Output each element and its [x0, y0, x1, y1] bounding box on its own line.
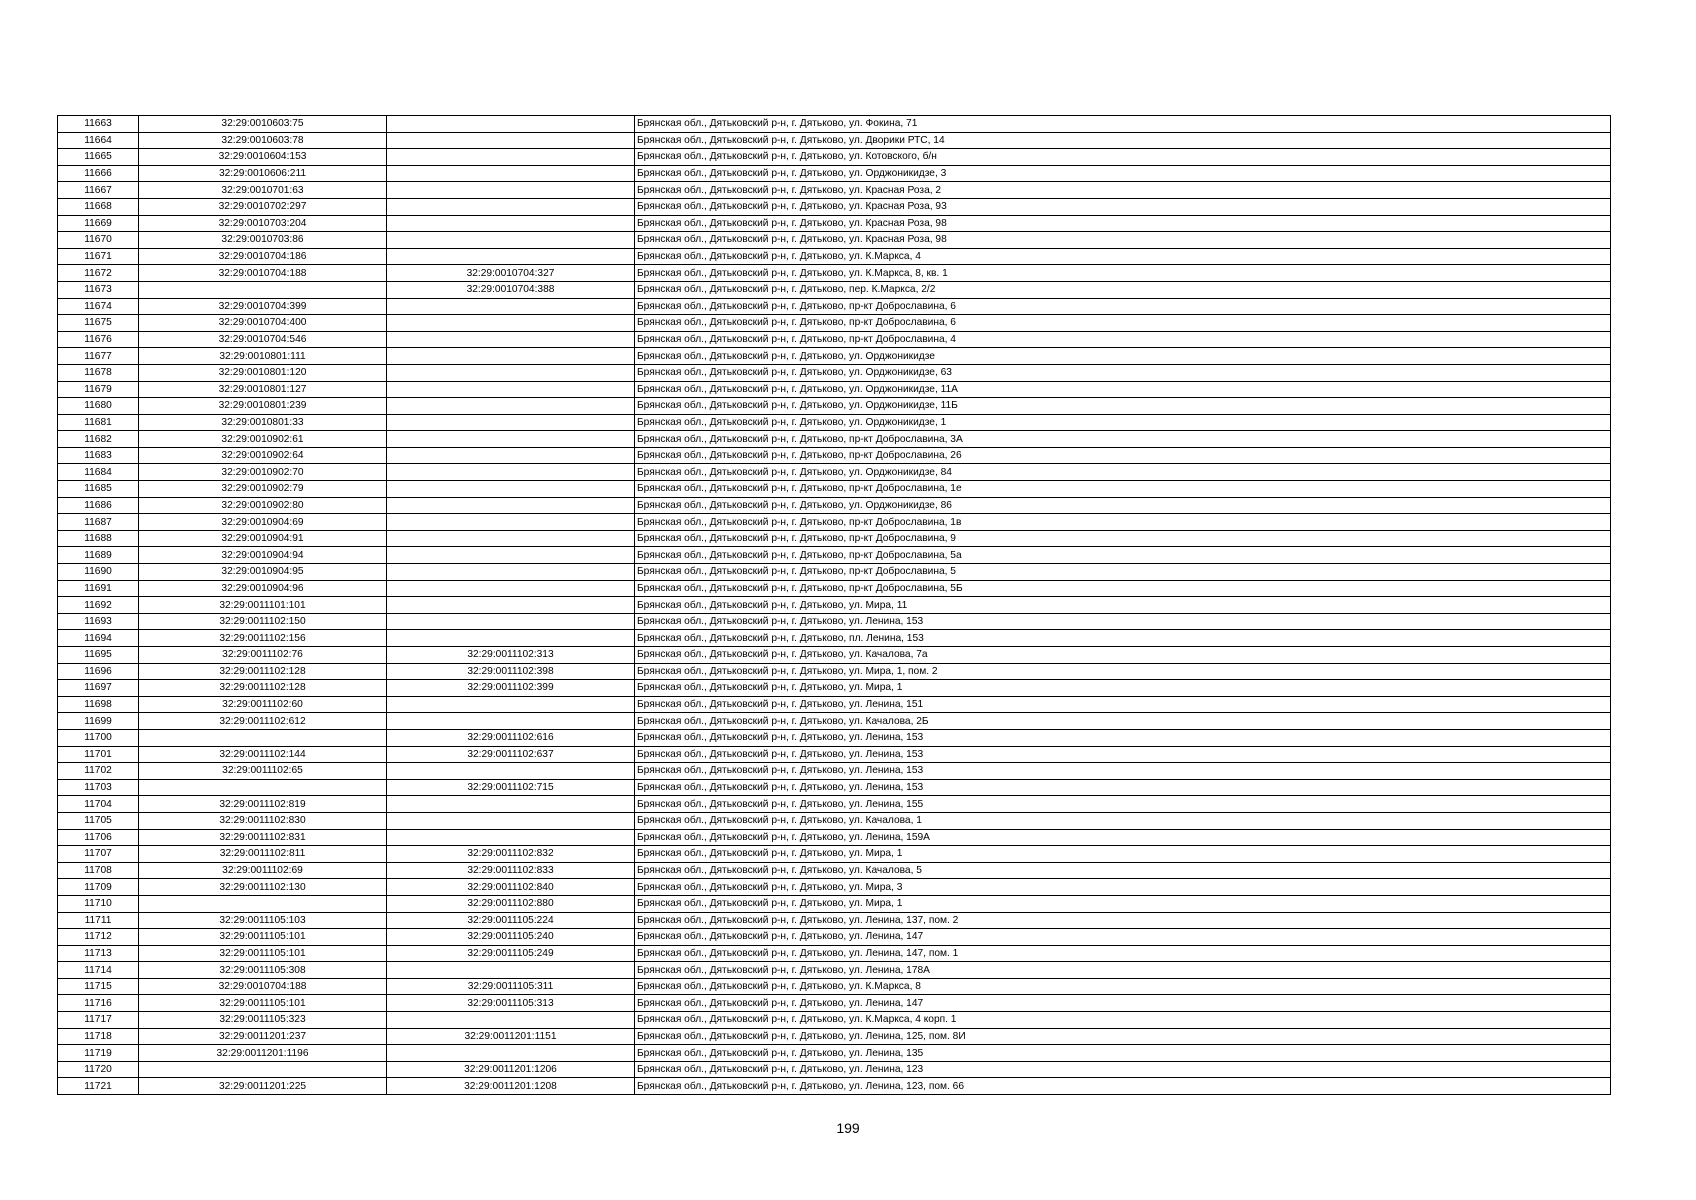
table-row: [58, 978, 1611, 995]
object-cadastral-number-cell: 32:29:0011102:715: [387, 779, 635, 796]
cadastral-number-cell: 32:29:0011102:150: [139, 613, 387, 630]
object-cadastral-number-cell: 32:29:0011102:840: [387, 879, 635, 896]
object-cadastral-number-cell: [387, 165, 635, 182]
cadastral-number-cell: 32:29:0011102:130: [139, 879, 387, 896]
address-cell: Брянская обл., Дятьковский р-н, г. Дятьково, ул. К.Маркса, 4 корп. 1: [635, 1012, 1611, 1029]
address-cell: Брянская обл., Дятьковский р-н, г. Дятьково, ул. Ленина, 125, пом. 8И: [635, 1028, 1611, 1045]
object-cadastral-number-cell: [387, 182, 635, 199]
address-cell: Брянская обл., Дятьковский р-н, г. Дятьково, ул. Качалова, 1: [635, 812, 1611, 829]
cadastral-number-cell: 32:29:0010604:153: [139, 149, 387, 166]
address-cell: Брянская обл., Дятьковский р-н, г. Дятьково, ул. Орджоникидзе: [635, 348, 1611, 365]
address-cell: Брянская обл., Дятьковский р-н, г. Дятьково, ул. Мира, 1: [635, 895, 1611, 912]
cadastral-number-cell: 32:29:0010701:63: [139, 182, 387, 199]
cadastral-number-cell: 32:29:0010801:33: [139, 414, 387, 431]
address-cell: Брянская обл., Дятьковский р-н, г. Дятьково, ул. Фокина, 71: [635, 116, 1611, 133]
table-row: [58, 647, 1611, 664]
table-row: [58, 763, 1611, 780]
object-cadastral-number-cell: 32:29:0011102:832: [387, 846, 635, 863]
table-row: [58, 265, 1611, 282]
object-cadastral-number-cell: 32:29:0011102:313: [387, 647, 635, 664]
cadastral-number-cell: 32:29:0010801:120: [139, 364, 387, 381]
row-number-cell: 11688: [58, 530, 139, 547]
row-number-cell: 11696: [58, 663, 139, 680]
object-cadastral-number-cell: [387, 497, 635, 514]
object-cadastral-number-cell: 32:29:0011105:240: [387, 929, 635, 946]
row-number-cell: 11718: [58, 1028, 139, 1045]
cadastral-number-cell: 32:29:0010801:239: [139, 398, 387, 415]
page-number: 199: [836, 1120, 860, 1136]
row-number-cell: 11713: [58, 945, 139, 962]
cadastral-number-cell: 32:29:0010904:96: [139, 580, 387, 597]
cadastral-number-cell: 32:29:0010904:69: [139, 514, 387, 531]
object-cadastral-number-cell: [387, 481, 635, 498]
table-row: [58, 580, 1611, 597]
object-cadastral-number-cell: [387, 215, 635, 232]
table-row: [58, 746, 1611, 763]
object-cadastral-number-cell: [387, 564, 635, 581]
object-cadastral-number-cell: 32:29:0010704:327: [387, 265, 635, 282]
object-cadastral-number-cell: 32:29:0011102:616: [387, 729, 635, 746]
address-cell: Брянская обл., Дятьковский р-н, г. Дятьково, ул. К.Маркса, 4: [635, 248, 1611, 265]
row-number-cell: 11699: [58, 713, 139, 730]
cadastral-number-cell: 32:29:0010603:75: [139, 116, 387, 133]
address-cell: Брянская обл., Дятьковский р-н, г. Дятьково, ул. Качалова, 5: [635, 862, 1611, 879]
object-cadastral-number-cell: [387, 116, 635, 133]
object-cadastral-number-cell: [387, 132, 635, 149]
address-cell: Брянская обл., Дятьковский р-н, г. Дятьково, ул. Мира, 1: [635, 680, 1611, 697]
table-row: [58, 713, 1611, 730]
table-row: [58, 1045, 1611, 1062]
object-cadastral-number-cell: [387, 597, 635, 614]
row-number-cell: 11678: [58, 364, 139, 381]
object-cadastral-number-cell: [387, 364, 635, 381]
row-number-cell: 11705: [58, 812, 139, 829]
object-cadastral-number-cell: [387, 315, 635, 332]
row-number-cell: 11700: [58, 729, 139, 746]
table-row: [58, 663, 1611, 680]
address-cell: Брянская обл., Дятьковский р-н, г. Дятьково, пр-кт Доброславина, 1е: [635, 481, 1611, 498]
address-cell: Брянская обл., Дятьковский р-н, г. Дятьково, ул. Красная Роза, 98: [635, 215, 1611, 232]
object-cadastral-number-cell: [387, 464, 635, 481]
row-number-cell: 11680: [58, 398, 139, 415]
table-row: [58, 1078, 1611, 1095]
object-cadastral-number-cell: 32:29:0011105:311: [387, 978, 635, 995]
table-row: [58, 879, 1611, 896]
document-sheet: [57, 115, 1610, 1095]
table-row: [58, 962, 1611, 979]
row-number-cell: 11684: [58, 464, 139, 481]
table-row: [58, 547, 1611, 564]
address-cell: Брянская обл., Дятьковский р-н, г. Дятьково, ул. Мира, 1, пом. 2: [635, 663, 1611, 680]
address-cell: Брянская обл., Дятьковский р-н, г. Дятьково, пр-кт Доброславина, 4: [635, 331, 1611, 348]
object-cadastral-number-cell: [387, 514, 635, 531]
address-cell: Брянская обл., Дятьковский р-н, г. Дятьково, ул. Ленина, 153: [635, 613, 1611, 630]
address-cell: Брянская обл., Дятьковский р-н, г. Дятьково, ул. Ленина, 155: [635, 796, 1611, 813]
object-cadastral-number-cell: 32:29:0011105:249: [387, 945, 635, 962]
row-number-cell: 11715: [58, 978, 139, 995]
cadastral-number-cell: 32:29:0011102:156: [139, 630, 387, 647]
table-row: [58, 481, 1611, 498]
object-cadastral-number-cell: [387, 298, 635, 315]
address-cell: Брянская обл., Дятьковский р-н, г. Дятьково, пр-кт Доброславина, 6: [635, 298, 1611, 315]
address-cell: Брянская обл., Дятьковский р-н, г. Дятьково, пр-кт Доброславина, 3А: [635, 431, 1611, 448]
object-cadastral-number-cell: [387, 431, 635, 448]
object-cadastral-number-cell: [387, 630, 635, 647]
cadastral-number-cell: 32:29:0010902:64: [139, 447, 387, 464]
cadastral-number-cell: 32:29:0011201:225: [139, 1078, 387, 1095]
address-cell: Брянская обл., Дятьковский р-н, г. Дятьково, ул. Ленина, 123: [635, 1061, 1611, 1078]
row-number-cell: 11687: [58, 514, 139, 531]
cadastral-number-cell: 32:29:0011102:819: [139, 796, 387, 813]
object-cadastral-number-cell: [387, 530, 635, 547]
cadastral-number-cell: 32:29:0011102:612: [139, 713, 387, 730]
table-row: [58, 564, 1611, 581]
object-cadastral-number-cell: [387, 962, 635, 979]
table-row: [58, 364, 1611, 381]
cadastral-number-cell: 32:29:0011102:831: [139, 829, 387, 846]
address-cell: Брянская обл., Дятьковский р-н, г. Дятьково, ул. Качалова, 7а: [635, 647, 1611, 664]
address-cell: Брянская обл., Дятьковский р-н, г. Дятьково, ул. Красная Роза, 2: [635, 182, 1611, 199]
row-number-cell: 11692: [58, 597, 139, 614]
cadastral-number-cell: 32:29:0010704:188: [139, 978, 387, 995]
row-number-cell: 11671: [58, 248, 139, 265]
address-cell: Брянская обл., Дятьковский р-н, г. Дятьково, ул. Качалова, 2Б: [635, 713, 1611, 730]
address-cell: Брянская обл., Дятьковский р-н, г. Дятьково, ул. Ленина, 151: [635, 696, 1611, 713]
address-cell: Брянская обл., Дятьковский р-н, г. Дятьково, пр-кт Доброславина, 26: [635, 447, 1611, 464]
row-number-cell: 11663: [58, 116, 139, 133]
row-number-cell: 11666: [58, 165, 139, 182]
object-cadastral-number-cell: [387, 398, 635, 415]
row-number-cell: 11710: [58, 895, 139, 912]
object-cadastral-number-cell: [387, 331, 635, 348]
row-number-cell: 11706: [58, 829, 139, 846]
object-cadastral-number-cell: 32:29:0011102:880: [387, 895, 635, 912]
cadastral-number-cell: 32:29:0010902:79: [139, 481, 387, 498]
cadastral-number-cell: [139, 281, 387, 298]
table-row: [58, 149, 1611, 166]
cadastral-number-cell: 32:29:0010704:546: [139, 331, 387, 348]
table-row: [58, 912, 1611, 929]
table-row: [58, 1012, 1611, 1029]
object-cadastral-number-cell: 32:29:0011201:1208: [387, 1078, 635, 1095]
object-cadastral-number-cell: [387, 829, 635, 846]
address-cell: Брянская обл., Дятьковский р-н, г. Дятьково, ул. Ленина, 147, пом. 1: [635, 945, 1611, 962]
table-row: [58, 895, 1611, 912]
address-cell: Брянская обл., Дятьковский р-н, г. Дятьково, ул. Ленина, 159А: [635, 829, 1611, 846]
object-cadastral-number-cell: [387, 547, 635, 564]
address-cell: Брянская обл., Дятьковский р-н, г. Дятьково, ул. К.Маркса, 8, кв. 1: [635, 265, 1611, 282]
row-number-cell: 11703: [58, 779, 139, 796]
row-number-cell: 11697: [58, 680, 139, 697]
address-cell: Брянская обл., Дятьковский р-н, г. Дятьково, ул. К.Маркса, 8: [635, 978, 1611, 995]
address-cell: Брянская обл., Дятьковский р-н, г. Дятьково, ул. Красная Роза, 98: [635, 232, 1611, 249]
table-row: [58, 779, 1611, 796]
row-number-cell: 11685: [58, 481, 139, 498]
row-number-cell: 11683: [58, 447, 139, 464]
cadastral-number-cell: 32:29:0011105:308: [139, 962, 387, 979]
object-cadastral-number-cell: [387, 713, 635, 730]
table-row: [58, 398, 1611, 415]
cadastral-number-cell: 32:29:0011102:65: [139, 763, 387, 780]
row-number-cell: 11670: [58, 232, 139, 249]
cadastral-number-cell: 32:29:0010606:211: [139, 165, 387, 182]
table-row: [58, 447, 1611, 464]
table-row: [58, 348, 1611, 365]
row-number-cell: 11689: [58, 547, 139, 564]
cadastral-number-cell: 32:29:0011201:237: [139, 1028, 387, 1045]
table-row: [58, 132, 1611, 149]
object-cadastral-number-cell: 32:29:0011102:398: [387, 663, 635, 680]
object-cadastral-number-cell: [387, 232, 635, 249]
object-cadastral-number-cell: [387, 248, 635, 265]
row-number-cell: 11675: [58, 315, 139, 332]
table-row: [58, 414, 1611, 431]
table-row: [58, 729, 1611, 746]
cadastral-number-cell: 32:29:0011102:69: [139, 862, 387, 879]
row-number-cell: 11716: [58, 995, 139, 1012]
address-cell: Брянская обл., Дятьковский р-н, г. Дятьково, пр-кт Доброславина, 6: [635, 315, 1611, 332]
table-row: [58, 165, 1611, 182]
address-cell: Брянская обл., Дятьковский р-н, г. Дятьково, ул. Ленина, 147: [635, 995, 1611, 1012]
table-row: [58, 198, 1611, 215]
row-number-cell: 11669: [58, 215, 139, 232]
table-row: [58, 116, 1611, 133]
cadastral-number-cell: [139, 779, 387, 796]
address-cell: Брянская обл., Дятьковский р-н, г. Дятьково, ул. Орджоникидзе, 11Б: [635, 398, 1611, 415]
table-row: [58, 215, 1611, 232]
cadastral-number-cell: 32:29:0011102:128: [139, 663, 387, 680]
table-row: [58, 995, 1611, 1012]
table-row: [58, 1028, 1611, 1045]
object-cadastral-number-cell: 32:29:0011102:833: [387, 862, 635, 879]
cadastral-number-cell: 32:29:0011105:103: [139, 912, 387, 929]
table-row: [58, 514, 1611, 531]
address-cell: Брянская обл., Дятьковский р-н, г. Дятьково, пл. Ленина, 153: [635, 630, 1611, 647]
address-cell: Брянская обл., Дятьковский р-н, г. Дятьково, ул. Орджоникидзе, 86: [635, 497, 1611, 514]
row-number-cell: 11704: [58, 796, 139, 813]
row-number-cell: 11674: [58, 298, 139, 315]
address-cell: Брянская обл., Дятьковский р-н, г. Дятьково, ул. Орджоникидзе, 1: [635, 414, 1611, 431]
table-row: [58, 232, 1611, 249]
object-cadastral-number-cell: [387, 198, 635, 215]
table-row: [58, 248, 1611, 265]
address-cell: Брянская обл., Дятьковский р-н, г. Дятьково, ул. Орджоникидзе, 84: [635, 464, 1611, 481]
row-number-cell: 11667: [58, 182, 139, 199]
cadastral-number-cell: 32:29:0010904:95: [139, 564, 387, 581]
address-cell: Брянская обл., Дятьковский р-н, г. Дятьково, ул. Мира, 1: [635, 846, 1611, 863]
object-cadastral-number-cell: [387, 763, 635, 780]
table-row: [58, 945, 1611, 962]
cadastral-number-cell: 32:29:0011102:128: [139, 680, 387, 697]
object-cadastral-number-cell: [387, 447, 635, 464]
cadastral-number-cell: 32:29:0010904:94: [139, 547, 387, 564]
address-cell: Брянская обл., Дятьковский р-н, г. Дятьково, ул. Ленина, 153: [635, 729, 1611, 746]
address-cell: Брянская обл., Дятьковский р-н, г. Дятьково, ул. Красная Роза, 93: [635, 198, 1611, 215]
table-row: [58, 796, 1611, 813]
cadastral-number-cell: 32:29:0010702:297: [139, 198, 387, 215]
address-cell: Брянская обл., Дятьковский р-н, г. Дятьково, ул. Ленина, 153: [635, 746, 1611, 763]
table-row: [58, 613, 1611, 630]
table-row: [58, 862, 1611, 879]
cadastral-number-cell: 32:29:0010902:61: [139, 431, 387, 448]
cadastral-number-cell: 32:29:0010703:86: [139, 232, 387, 249]
object-cadastral-number-cell: [387, 381, 635, 398]
address-cell: Брянская обл., Дятьковский р-н, г. Дятьково, ул. Ленина, 153: [635, 763, 1611, 780]
address-cell: Брянская обл., Дятьковский р-н, г. Дятьково, ул. Ленина, 137, пом. 2: [635, 912, 1611, 929]
cadastral-number-cell: 32:29:0011105:101: [139, 945, 387, 962]
table-row: [58, 530, 1611, 547]
cadastral-number-cell: 32:29:0010704:186: [139, 248, 387, 265]
address-cell: Брянская обл., Дятьковский р-н, г. Дятьково, ул. Орджоникидзе, 11А: [635, 381, 1611, 398]
row-number-cell: 11701: [58, 746, 139, 763]
cadastral-number-cell: 32:29:0011102:830: [139, 812, 387, 829]
object-cadastral-number-cell: [387, 1012, 635, 1029]
object-cadastral-number-cell: [387, 796, 635, 813]
row-number-cell: 11720: [58, 1061, 139, 1078]
cadastral-number-cell: 32:29:0011101:101: [139, 597, 387, 614]
address-cell: Брянская обл., Дятьковский р-н, г. Дятьково, пр-кт Доброславина, 9: [635, 530, 1611, 547]
row-number-cell: 11679: [58, 381, 139, 398]
cadastral-number-cell: 32:29:0010902:70: [139, 464, 387, 481]
object-cadastral-number-cell: 32:29:0011201:1151: [387, 1028, 635, 1045]
cadastral-number-cell: 32:29:0011102:60: [139, 696, 387, 713]
row-number-cell: 11686: [58, 497, 139, 514]
address-cell: Брянская обл., Дятьковский р-н, г. Дятьково, пр-кт Доброславина, 1в: [635, 514, 1611, 531]
object-cadastral-number-cell: 32:29:0011201:1206: [387, 1061, 635, 1078]
address-cell: Брянская обл., Дятьковский р-н, г. Дятьково, ул. Орджоникидзе, 63: [635, 364, 1611, 381]
row-number-cell: 11717: [58, 1012, 139, 1029]
cadastral-number-cell: 32:29:0011201:1196: [139, 1045, 387, 1062]
address-cell: Брянская обл., Дятьковский р-н, г. Дятьково, ул. Мира, 3: [635, 879, 1611, 896]
row-number-cell: 11664: [58, 132, 139, 149]
cadastral-number-cell: 32:29:0010902:80: [139, 497, 387, 514]
object-cadastral-number-cell: [387, 1045, 635, 1062]
row-number-cell: 11702: [58, 763, 139, 780]
row-number-cell: 11721: [58, 1078, 139, 1095]
row-number-cell: 11693: [58, 613, 139, 630]
table-row: [58, 630, 1611, 647]
registry-table: [57, 115, 1611, 1095]
registry-table-body: [58, 116, 1611, 1095]
table-row: [58, 680, 1611, 697]
cadastral-number-cell: 32:29:0011102:811: [139, 846, 387, 863]
address-cell: Брянская обл., Дятьковский р-н, г. Дятьково, ул. Ленина, 153: [635, 779, 1611, 796]
cadastral-number-cell: 32:29:0011105:323: [139, 1012, 387, 1029]
cadastral-number-cell: 32:29:0011105:101: [139, 929, 387, 946]
row-number-cell: 11676: [58, 331, 139, 348]
address-cell: Брянская обл., Дятьковский р-н, г. Дятьково, ул. Ленина, 135: [635, 1045, 1611, 1062]
table-row: [58, 331, 1611, 348]
object-cadastral-number-cell: [387, 149, 635, 166]
row-number-cell: 11677: [58, 348, 139, 365]
object-cadastral-number-cell: 32:29:0010704:388: [387, 281, 635, 298]
cadastral-number-cell: 32:29:0010801:127: [139, 381, 387, 398]
row-number-cell: 11681: [58, 414, 139, 431]
table-row: [58, 464, 1611, 481]
cadastral-number-cell: [139, 1061, 387, 1078]
cadastral-number-cell: 32:29:0010704:188: [139, 265, 387, 282]
address-cell: Брянская обл., Дятьковский р-н, г. Дятьково, ул. Орджоникидзе, 3: [635, 165, 1611, 182]
object-cadastral-number-cell: [387, 414, 635, 431]
object-cadastral-number-cell: 32:29:0011105:313: [387, 995, 635, 1012]
table-row: [58, 846, 1611, 863]
table-row: [58, 812, 1611, 829]
row-number-cell: 11673: [58, 281, 139, 298]
cadastral-number-cell: 32:29:0011102:144: [139, 746, 387, 763]
table-row: [58, 298, 1611, 315]
row-number-cell: 11711: [58, 912, 139, 929]
table-row: [58, 182, 1611, 199]
table-row: [58, 829, 1611, 846]
row-number-cell: 11719: [58, 1045, 139, 1062]
table-row: [58, 315, 1611, 332]
row-number-cell: 11668: [58, 198, 139, 215]
cadastral-number-cell: 32:29:0010904:91: [139, 530, 387, 547]
object-cadastral-number-cell: [387, 812, 635, 829]
row-number-cell: 11714: [58, 962, 139, 979]
row-number-cell: 11709: [58, 879, 139, 896]
row-number-cell: 11695: [58, 647, 139, 664]
table-row: [58, 381, 1611, 398]
address-cell: Брянская обл., Дятьковский р-н, г. Дятьково, пр-кт Доброславина, 5: [635, 564, 1611, 581]
object-cadastral-number-cell: [387, 348, 635, 365]
cadastral-number-cell: [139, 729, 387, 746]
row-number-cell: 11682: [58, 431, 139, 448]
address-cell: Брянская обл., Дятьковский р-н, г. Дятьково, ул. Ленина, 178А: [635, 962, 1611, 979]
row-number-cell: 11712: [58, 929, 139, 946]
address-cell: Брянская обл., Дятьковский р-н, г. Дятьково, ул. Дворики РТС, 14: [635, 132, 1611, 149]
object-cadastral-number-cell: [387, 580, 635, 597]
row-number-cell: 11690: [58, 564, 139, 581]
address-cell: Брянская обл., Дятьковский р-н, г. Дятьково, ул. Котовского, б/н: [635, 149, 1611, 166]
cadastral-number-cell: 32:29:0010704:399: [139, 298, 387, 315]
row-number-cell: 11708: [58, 862, 139, 879]
object-cadastral-number-cell: [387, 696, 635, 713]
address-cell: Брянская обл., Дятьковский р-н, г. Дятьково, пр-кт Доброславина, 5Б: [635, 580, 1611, 597]
address-cell: Брянская обл., Дятьковский р-н, г. Дятьково, ул. Ленина, 123, пом. 66: [635, 1078, 1611, 1095]
address-cell: Брянская обл., Дятьковский р-н, г. Дятьково, пр-кт Доброславина, 5а: [635, 547, 1611, 564]
cadastral-number-cell: 32:29:0010703:204: [139, 215, 387, 232]
cadastral-number-cell: 32:29:0010603:78: [139, 132, 387, 149]
object-cadastral-number-cell: 32:29:0011105:224: [387, 912, 635, 929]
row-number-cell: 11694: [58, 630, 139, 647]
row-number-cell: 11707: [58, 846, 139, 863]
table-row: [58, 1061, 1611, 1078]
cadastral-number-cell: 32:29:0010801:111: [139, 348, 387, 365]
row-number-cell: 11698: [58, 696, 139, 713]
cadastral-number-cell: 32:29:0011105:101: [139, 995, 387, 1012]
cadastral-number-cell: [139, 895, 387, 912]
row-number-cell: 11691: [58, 580, 139, 597]
row-number-cell: 11672: [58, 265, 139, 282]
table-row: [58, 929, 1611, 946]
table-row: [58, 497, 1611, 514]
object-cadastral-number-cell: 32:29:0011102:399: [387, 680, 635, 697]
table-row: [58, 597, 1611, 614]
table-row: [58, 696, 1611, 713]
address-cell: Брянская обл., Дятьковский р-н, г. Дятьково, ул. Ленина, 147: [635, 929, 1611, 946]
cadastral-number-cell: 32:29:0010704:400: [139, 315, 387, 332]
row-number-cell: 11665: [58, 149, 139, 166]
table-row: [58, 281, 1611, 298]
object-cadastral-number-cell: [387, 613, 635, 630]
address-cell: Брянская обл., Дятьковский р-н, г. Дятьково, пер. К.Маркса, 2/2: [635, 281, 1611, 298]
cadastral-number-cell: 32:29:0011102:76: [139, 647, 387, 664]
object-cadastral-number-cell: 32:29:0011102:637: [387, 746, 635, 763]
table-row: [58, 431, 1611, 448]
address-cell: Брянская обл., Дятьковский р-н, г. Дятьково, ул. Мира, 11: [635, 597, 1611, 614]
